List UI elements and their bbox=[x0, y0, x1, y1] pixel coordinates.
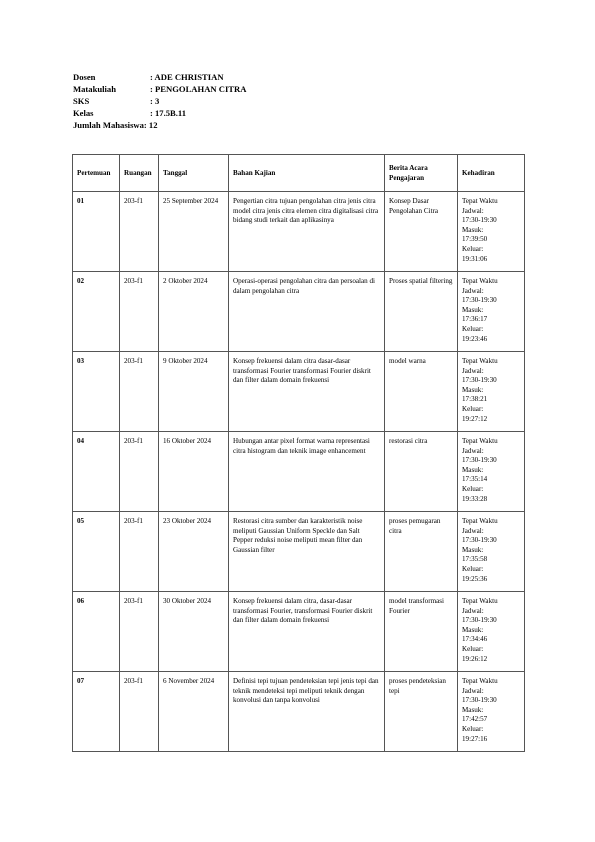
cell-ruangan: 203-f1 bbox=[120, 512, 159, 592]
cell-ruangan: 203-f1 bbox=[120, 432, 159, 512]
kehadiran-line: 19:26:12 bbox=[462, 654, 488, 663]
kehadiran-line: Jadwal: bbox=[462, 606, 484, 615]
cell-bahan-kajian: Restorasi citra sumber dan karakteristik noise meliputi Gaussian Uniform Speckle dan Salt Pepper reduksi noise meliputi mean filter dan Gaussian filter bbox=[229, 512, 385, 592]
cell-pertemuan: 01 bbox=[73, 192, 120, 272]
kehadiran-line: Tepat Waktu bbox=[462, 357, 498, 365]
cell-pertemuan: 05 bbox=[73, 512, 120, 592]
header-pertemuan: Pertemuan bbox=[73, 155, 120, 192]
kehadiran-line: Jadwal: bbox=[462, 686, 484, 695]
kehadiran-line: 17:30-19:30 bbox=[462, 376, 497, 385]
info-label: Jumlah Mahasiswa bbox=[73, 120, 144, 131]
table-row bbox=[73, 432, 525, 512]
kehadiran-line: Keluar: bbox=[462, 404, 484, 413]
kehadiran-line: Jadwal: bbox=[462, 526, 484, 535]
kehadiran-line: 17:30-19:30 bbox=[462, 616, 497, 625]
table-row bbox=[73, 192, 525, 272]
kehadiran-line: Masuk: bbox=[462, 305, 484, 314]
cell-pertemuan: 06 bbox=[73, 592, 120, 672]
kehadiran-line: 17:34:46 bbox=[462, 635, 488, 644]
header-berita-acara: Berita Acara Pengajaran bbox=[385, 155, 458, 192]
info-value: : ADE CHRISTIAN bbox=[150, 72, 224, 82]
info-value: : PENGOLAHAN CITRA bbox=[150, 84, 247, 95]
kehadiran-line: Tepat Waktu bbox=[462, 437, 498, 445]
cell-tanggal: 6 November 2024 bbox=[159, 672, 229, 752]
kehadiran-line: Masuk: bbox=[462, 705, 484, 714]
info-value: : 17.5B.11 bbox=[150, 108, 187, 119]
cell-kehadiran bbox=[458, 352, 525, 432]
kehadiran-line: Tepat Waktu bbox=[462, 197, 498, 205]
kehadiran-line: Jadwal: bbox=[462, 206, 484, 215]
cell-bahan-kajian: Pengertian citra tujuan pengolahan citra jenis citra model citra jenis citra elemen citra digitalisasi citra bidang studi terkait dan aplikasinya bbox=[229, 192, 385, 272]
cell-tanggal: 25 September 2024 bbox=[159, 192, 229, 272]
kehadiran-line: Keluar: bbox=[462, 644, 484, 653]
info-row bbox=[73, 119, 246, 131]
kehadiran-line: Masuk: bbox=[462, 545, 484, 554]
info-row bbox=[73, 83, 246, 95]
kehadiran-line: Masuk: bbox=[462, 625, 484, 634]
kehadiran-line: 17:38:21 bbox=[462, 395, 488, 404]
cell-berita-acara: model transformasi Fourier bbox=[385, 592, 458, 672]
kehadiran-line: Keluar: bbox=[462, 324, 484, 333]
info-label: Dosen bbox=[73, 72, 96, 82]
table-header-row bbox=[73, 155, 525, 192]
table-body bbox=[73, 192, 525, 752]
cell-kehadiran bbox=[458, 672, 525, 752]
info-value: : 12 bbox=[143, 120, 158, 131]
info-value: : 3 bbox=[150, 96, 160, 107]
info-row bbox=[73, 107, 246, 119]
kehadiran-line: Keluar: bbox=[462, 244, 484, 253]
kehadiran-line: 17:35:14 bbox=[462, 475, 488, 484]
kehadiran-line: Tepat Waktu bbox=[462, 277, 498, 285]
kehadiran-line: Masuk: bbox=[462, 225, 484, 234]
cell-ruangan: 203-f1 bbox=[120, 272, 159, 352]
cell-kehadiran bbox=[458, 432, 525, 512]
cell-ruangan: 203-f1 bbox=[120, 352, 159, 432]
kehadiran-line: 17:30-19:30 bbox=[462, 696, 497, 705]
cell-tanggal: 9 Oktober 2024 bbox=[159, 352, 229, 432]
info-label: SKS bbox=[73, 96, 90, 107]
header-kehadiran: Kehadiran bbox=[458, 155, 525, 192]
cell-berita-acara: restorasi citra bbox=[385, 432, 458, 512]
cell-ruangan: 203-f1 bbox=[120, 592, 159, 672]
kehadiran-line: 19:23:46 bbox=[462, 334, 488, 343]
kehadiran-line: 19:31:06 bbox=[462, 254, 488, 263]
cell-berita-acara: model warna bbox=[385, 352, 458, 432]
cell-tanggal: 23 Oktober 2024 bbox=[159, 512, 229, 592]
table-row bbox=[73, 352, 525, 432]
cell-berita-acara: proses pemugaran citra bbox=[385, 512, 458, 592]
info-label: Kelas bbox=[73, 108, 94, 119]
kehadiran-line: Keluar: bbox=[462, 724, 484, 733]
cell-tanggal: 30 Oktober 2024 bbox=[159, 592, 229, 672]
cell-pertemuan: 07 bbox=[73, 672, 120, 752]
table-row bbox=[73, 672, 525, 752]
cell-bahan-kajian: Konsep frekuensi dalam citra, dasar-dasar transformasi Fourier, transformasi Fourier diskrit dan filter dalam domain frekuensi bbox=[229, 592, 385, 672]
table-row bbox=[73, 512, 525, 592]
kehadiran-line: Jadwal: bbox=[462, 446, 484, 455]
kehadiran-line: 17:42:57 bbox=[462, 715, 488, 724]
header-bahan-kajian: Bahan Kajian bbox=[229, 155, 385, 192]
kehadiran-line: Keluar: bbox=[462, 484, 484, 493]
table-row bbox=[73, 592, 525, 672]
cell-bahan-kajian: Konsep frekuensi dalam citra dasar-dasar transformasi Fourier transformasi Fourier diskrit dan filter dalam domain frekuensi bbox=[229, 352, 385, 432]
kehadiran-line: Tepat Waktu bbox=[462, 677, 498, 685]
cell-ruangan: 203-f1 bbox=[120, 192, 159, 272]
table-row bbox=[73, 272, 525, 352]
kehadiran-line: Tepat Waktu bbox=[462, 517, 498, 525]
kehadiran-line: 17:39:50 bbox=[462, 235, 488, 244]
kehadiran-line: 19:25:36 bbox=[462, 574, 488, 583]
kehadiran-line: Jadwal: bbox=[462, 286, 484, 295]
cell-pertemuan: 04 bbox=[73, 432, 120, 512]
info-row bbox=[73, 95, 246, 107]
cell-bahan-kajian: Operasi-operasi pengolahan citra dan persoalan di dalam pengolahan citra bbox=[229, 272, 385, 352]
cell-bahan-kajian: Definisi tepi tujuan pendeteksian tepi jenis tepi dan teknik mendeteksi tepi meliputi teknik dengan konvolusi dan tanpa konvolusi bbox=[229, 672, 385, 752]
kehadiran-line: 17:30-19:30 bbox=[462, 536, 497, 545]
kehadiran-line: 17:30-19:30 bbox=[462, 456, 497, 465]
cell-kehadiran bbox=[458, 592, 525, 672]
cell-tanggal: 2 Oktober 2024 bbox=[159, 272, 229, 352]
header-ruangan: Ruangan bbox=[120, 155, 159, 192]
cell-berita-acara: Konsep Dasar Pengolahan Citra bbox=[385, 192, 458, 272]
kehadiran-line: Jadwal: bbox=[462, 366, 484, 375]
kehadiran-line: 17:30-19:30 bbox=[462, 216, 497, 225]
header-tanggal: Tanggal bbox=[159, 155, 229, 192]
kehadiran-line: 19:27:16 bbox=[462, 734, 488, 743]
cell-berita-acara: proses pendeteksian tepi bbox=[385, 672, 458, 752]
info-row bbox=[73, 71, 246, 83]
course-info bbox=[73, 71, 246, 131]
info-label: Matakuliah bbox=[73, 84, 116, 95]
kehadiran-line: Masuk: bbox=[462, 465, 484, 474]
cell-kehadiran bbox=[458, 272, 525, 352]
cell-tanggal: 16 Oktober 2024 bbox=[159, 432, 229, 512]
kehadiran-line: 19:33:28 bbox=[462, 494, 488, 503]
kehadiran-line: Keluar: bbox=[462, 564, 484, 573]
cell-ruangan: 203-f1 bbox=[120, 672, 159, 752]
kehadiran-line: Masuk: bbox=[462, 385, 484, 394]
kehadiran-line: 17:35:58 bbox=[462, 555, 488, 564]
kehadiran-line: 17:36:17 bbox=[462, 315, 488, 324]
kehadiran-line: 19:27:12 bbox=[462, 414, 488, 423]
cell-berita-acara: Proses spatial filtering bbox=[385, 272, 458, 352]
cell-kehadiran bbox=[458, 512, 525, 592]
cell-kehadiran bbox=[458, 192, 525, 272]
kehadiran-line: Tepat Waktu bbox=[462, 597, 498, 605]
cell-pertemuan: 02 bbox=[73, 272, 120, 352]
cell-pertemuan: 03 bbox=[73, 352, 120, 432]
attendance-table bbox=[72, 154, 525, 752]
cell-bahan-kajian: Hubungan antar pixel format warna representasi citra histogram dan teknik image enhancement bbox=[229, 432, 385, 512]
kehadiran-line: 17:30-19:30 bbox=[462, 296, 497, 305]
